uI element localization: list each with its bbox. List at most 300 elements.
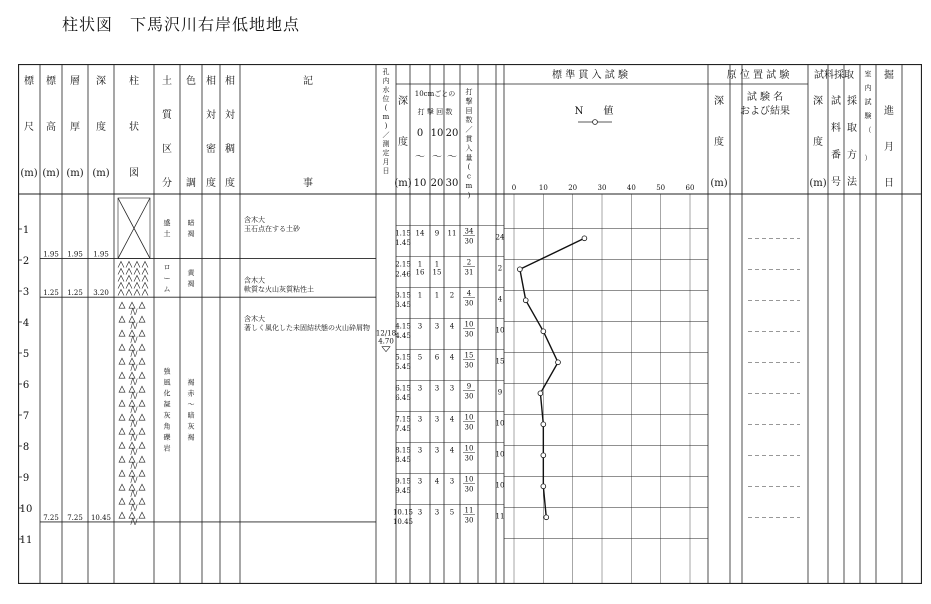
layer-thickness: 1.25 [67, 289, 83, 298]
column-loam-pattern [126, 289, 132, 295]
header-blow-col: 0 [416, 128, 424, 139]
n-value-series-line [520, 238, 585, 517]
header-blow-tilde: 〜 [432, 152, 442, 163]
layer-color: 暗 [187, 411, 195, 420]
spt-blow-count: 3 [449, 477, 455, 486]
layer-thickness: 7.25 [67, 513, 83, 522]
header-groundwater: m [382, 113, 390, 121]
spt-n-value: 24 [495, 233, 505, 242]
layer-thickness: 1.95 [67, 250, 83, 259]
depth-label: 10 [19, 504, 33, 515]
column-loam-pattern [142, 268, 148, 274]
chart-tick-label: 50 [656, 184, 666, 192]
column-loam-pattern [134, 268, 140, 274]
spt-blow-count: 4 [449, 353, 455, 362]
column-tuff-pattern [139, 498, 145, 504]
header-groundwater: 内 [382, 77, 390, 85]
depth-label: 9 [22, 473, 30, 484]
header-sample-depth: 深 [813, 96, 823, 107]
column-tuff-pattern: /\/ [130, 406, 138, 415]
column-tuff-pattern [119, 400, 125, 406]
header-lab: 室 [864, 70, 872, 78]
spt-blow-count: 4 [449, 446, 455, 455]
column-tuff-pattern [119, 498, 125, 504]
column-tuff-pattern: /\/ [130, 322, 138, 331]
header-groundwater: ) [384, 122, 388, 130]
layer-soil: 化 [163, 389, 171, 398]
header-blow-title: 10cmごとの [414, 90, 456, 98]
column-loam-pattern [126, 275, 132, 281]
column-tuff-pattern [139, 414, 145, 420]
spt-end-depth: 1.45 [395, 238, 411, 247]
spt-n-value: 10 [495, 481, 505, 490]
header-blow-total: 貫 [465, 135, 473, 143]
depth-label: 2 [22, 256, 30, 267]
layer-color: 赤 [187, 389, 195, 398]
spt-total-blows: 10 [464, 475, 474, 484]
layer-color: 褐 [187, 279, 195, 288]
header-groundwater: 日 [382, 167, 390, 175]
column-tuff-pattern [139, 400, 145, 406]
column-tuff-pattern: /\/ [130, 518, 138, 527]
header-nvalue: N 値 [574, 106, 614, 117]
header-thick: (m) [66, 168, 84, 179]
layer-depth: 3.20 [93, 289, 109, 298]
spt-blow-count: 4 [449, 322, 455, 331]
column-tuff-pattern [119, 344, 125, 350]
groundwater-marker [382, 347, 390, 352]
spt-blow-count: 2 [449, 291, 455, 300]
layer-soil: ロ [163, 263, 171, 272]
header-blow-col: 10 [430, 128, 444, 139]
column-tuff-pattern: /\/ [130, 462, 138, 471]
column-tuff-pattern [119, 470, 125, 476]
spt-blow-count: 5 [449, 508, 455, 517]
header-depth: 度 [96, 122, 106, 133]
table-header [20, 67, 894, 199]
layer-elevation: 7.25 [43, 513, 59, 522]
spt-penetration: 30 [464, 392, 474, 401]
header-scale: 標 [24, 76, 34, 87]
layer-color: 褐 [187, 433, 195, 442]
spt-blow-count: 3 [434, 384, 440, 393]
spt-n-value: 11 [495, 512, 505, 521]
header-insitu: 原 位 置 試 験 [726, 70, 790, 81]
layer-soil: 灰 [163, 411, 171, 420]
layer-color: 黄 [187, 268, 195, 277]
header-sample-depth: (m) [809, 178, 827, 189]
header-lab: （ [864, 126, 872, 134]
header-groundwater: 定 [382, 149, 390, 157]
layer-color: 褐 [187, 378, 195, 387]
column-loam-pattern [134, 275, 140, 281]
header-date: 日 [884, 178, 894, 189]
depth-label: 1 [22, 225, 30, 236]
column-loam-pattern [134, 261, 140, 267]
spt-total-blows: 34 [464, 227, 474, 236]
spt-blow-count: 4 [434, 477, 440, 486]
column-loam-pattern [142, 289, 148, 295]
spt-start-depth: 8.15 [395, 446, 411, 455]
chart-tick-label: 60 [685, 184, 695, 192]
header-sample-depth: 度 [813, 137, 823, 148]
spt-penetration: 30 [464, 516, 474, 525]
chart-tick-label: 20 [568, 184, 578, 192]
page-title: 柱状図 下馬沢川右岸低地地点 [62, 15, 301, 34]
spt-blow-count: 3 [417, 508, 423, 517]
column-tuff-pattern: /\/ [130, 392, 138, 401]
header-blow-end: 30 [445, 178, 459, 189]
column-tuff-pattern [139, 442, 145, 448]
layer-soil: 強 [163, 367, 171, 376]
column-tuff-pattern: /\/ [130, 420, 138, 429]
n-value-point [541, 329, 546, 334]
spt-end-depth: 10.45 [392, 517, 414, 526]
layer-soil: 土 [163, 230, 171, 239]
header-sample-no: 号 [831, 177, 841, 188]
depth-label: 3 [22, 287, 30, 298]
spt-end-depth: 8.45 [395, 455, 411, 464]
column-tuff-pattern [139, 484, 145, 490]
header-insitu-name: 試 験 名 [746, 92, 784, 103]
column-tuff-pattern: /\/ [130, 336, 138, 345]
column-tuff-pattern [119, 358, 125, 364]
column-tuff-pattern: /\/ [130, 476, 138, 485]
spt-n-value: 15 [495, 357, 505, 366]
header-spt-depth: (m) [394, 178, 412, 189]
layer-depth: 1.95 [93, 250, 109, 259]
spt-blow-count: 3 [434, 415, 440, 424]
spt-sub-penetration: 15 [432, 268, 442, 277]
spt-start-depth: 10.15 [392, 508, 414, 517]
spt-blow-count: 3 [417, 446, 423, 455]
spt-end-depth: 5.45 [395, 362, 411, 371]
column-tuff-pattern [139, 302, 145, 308]
column-tuff-pattern: /\/ [130, 448, 138, 457]
spt-start-depth: 6.15 [395, 384, 411, 393]
layer-color: 〜 [187, 400, 195, 409]
column-tuff-pattern [139, 428, 145, 434]
column-tuff-pattern [139, 372, 145, 378]
depth-label: 11 [19, 535, 33, 546]
header-insitu-name: および結果 [740, 106, 790, 117]
header-blow-sub: 打 撃 回 数 [417, 108, 453, 116]
spt-end-depth: 9.45 [395, 486, 411, 495]
header-blow-total: ) [467, 191, 471, 200]
spt-blow-count: 1 [434, 291, 440, 300]
header-depth: (m) [92, 168, 110, 179]
layer-elevation: 1.25 [43, 289, 59, 298]
spt-blow-count: 1 [417, 260, 423, 269]
spt-blow-count: 1 [417, 291, 423, 300]
header-lab: 験 [864, 112, 872, 120]
spt-blow-count: 3 [449, 384, 455, 393]
layer-description: 軟質な火山灰質粘性土 [244, 285, 314, 294]
column-loam-pattern [134, 282, 140, 288]
header-sample-method: 採 [847, 96, 857, 107]
layer-soil: 凝 [163, 400, 171, 409]
n-value-point [541, 484, 546, 489]
groundwater-date: 12/18 [375, 329, 397, 338]
header-sample: 試料採取 [814, 70, 854, 81]
spt-blow-count: 3 [417, 415, 423, 424]
depth-label: 7 [22, 411, 30, 422]
column-tuff-pattern [119, 442, 125, 448]
chart-tick-label: 40 [626, 184, 636, 192]
column-loam-pattern [126, 268, 132, 274]
header-density: 度 [206, 178, 216, 189]
header-column: 図 [129, 168, 139, 179]
column-tuff-pattern [139, 316, 145, 322]
header-date: 進 [884, 106, 894, 117]
n-value-chart [512, 120, 695, 584]
header-scale: (m) [20, 168, 38, 179]
header-sample-method: 取 [847, 123, 857, 134]
header-color: 色 [186, 76, 196, 87]
chart-tick-label: 30 [597, 184, 607, 192]
header-column: 柱 [129, 76, 139, 87]
spt-start-depth: 7.15 [395, 415, 411, 424]
column-loam-pattern [118, 289, 124, 295]
layer-soil: 風 [163, 378, 171, 387]
header-blow-total: 量 [465, 153, 473, 162]
n-value-point [541, 422, 546, 427]
header-insitu-depth: 深 [714, 96, 724, 107]
spt-blow-count: 3 [434, 446, 440, 455]
spt-blow-count: 3 [417, 477, 423, 486]
header-blow-col: 20 [445, 128, 459, 139]
spt-blow-count: 3 [434, 322, 440, 331]
header-blow-tilde: 〜 [447, 152, 457, 163]
header-blow-total: 回 [465, 106, 473, 115]
layer-soil: ム [163, 285, 171, 294]
column-loam-pattern [126, 261, 132, 267]
column-tuff-pattern [139, 386, 145, 392]
layer-color: 暗 [187, 219, 195, 228]
chart-tick-label: 0 [511, 184, 517, 192]
layer-description: 含木大 [244, 315, 265, 324]
n-value-point [538, 391, 543, 396]
layer-soil: 岩 [163, 444, 171, 453]
header-lab: 内 [864, 84, 872, 92]
header-soil: 質 [162, 110, 172, 121]
header-soil: 区 [162, 144, 172, 155]
spt-n-value: 10 [495, 450, 505, 459]
header-blow-total: 入 [465, 144, 473, 153]
spt-n-value: 10 [495, 419, 505, 428]
table-body [18, 198, 800, 546]
depth-label: 8 [22, 442, 30, 453]
header-color: 調 [186, 178, 196, 189]
header-consistency: 対 [225, 110, 235, 121]
spt-total-blows: 11 [464, 506, 474, 515]
column-tuff-pattern [119, 484, 125, 490]
layer-description: 含木大 [244, 216, 265, 224]
nvalue-legend-point [593, 120, 598, 125]
column-tuff-pattern: /\/ [130, 490, 138, 499]
spt-total-blows: 2 [466, 258, 472, 267]
column-loam-pattern [142, 282, 148, 288]
spt-end-depth: 3.45 [395, 300, 411, 309]
column-tuff-pattern [119, 316, 125, 322]
header-elev: (m) [42, 168, 60, 179]
depth-label: 4 [22, 318, 30, 329]
layer-soil: ー [163, 274, 171, 283]
layer-description: 含木大 [244, 276, 265, 285]
header-soil: 土 [162, 76, 172, 87]
depth-label: 5 [22, 349, 30, 360]
column-tuff-pattern [119, 456, 125, 462]
spt-penetration: 30 [464, 361, 474, 370]
header-density: 密 [206, 144, 216, 155]
spt-blow-count: 3 [434, 508, 440, 517]
groundwater-level: 4.70 [378, 337, 394, 346]
header-blow-tilde: 〜 [415, 152, 425, 163]
spt-n-value: 9 [497, 388, 503, 397]
header-insitu-depth: (m) [710, 178, 728, 189]
column-tuff-pattern [139, 456, 145, 462]
spt-end-depth: 7.45 [395, 424, 411, 433]
column-loam-pattern [118, 268, 124, 274]
column-tuff-pattern [139, 470, 145, 476]
header-groundwater: 測 [382, 140, 390, 148]
layer-soil: 角 [163, 422, 171, 431]
header-consistency: 度 [225, 178, 235, 189]
column-loam-pattern [142, 275, 148, 281]
layer-soil: 盛 [163, 219, 171, 228]
n-value-point [541, 453, 546, 458]
spt-total-blows: 10 [464, 444, 474, 453]
header-soil: 分 [162, 178, 172, 189]
header-spt-depth: 度 [398, 137, 408, 148]
header-elev: 高 [46, 122, 56, 133]
header-scale: 尺 [24, 122, 34, 133]
n-value-point [544, 515, 549, 520]
header-groundwater: ／ [382, 131, 390, 139]
header-spt-title: 標 準 貫 入 試 験 [552, 70, 628, 81]
header-thick: 層 [70, 76, 80, 87]
spt-start-depth: 5.15 [395, 353, 411, 362]
column-loam-pattern [142, 261, 148, 267]
spt-start-depth: 2.15 [395, 260, 411, 269]
spt-total-blows: 10 [464, 320, 474, 329]
spt-blow-count: 6 [434, 353, 440, 362]
spt-blow-count: 9 [434, 229, 440, 238]
spt-sub-penetration: 16 [415, 268, 425, 277]
column-tuff-pattern [119, 512, 125, 518]
spt-total-blows: 10 [464, 413, 474, 422]
header-lab: 試 [864, 98, 872, 106]
layer-description: 玉石点在する土砂 [244, 225, 300, 233]
spt-penetration: 30 [464, 454, 474, 463]
column-tuff-pattern: /\/ [130, 434, 138, 443]
column-tuff-pattern [139, 512, 145, 518]
column-tuff-pattern: /\/ [130, 364, 138, 373]
column-loam-pattern [118, 275, 124, 281]
spt-start-depth: 1.15 [395, 229, 411, 238]
n-value-point [582, 236, 587, 241]
column-tuff-pattern [119, 414, 125, 420]
header-groundwater: 位 [382, 95, 390, 103]
header-blow-total: c [467, 172, 471, 181]
header-depth: 深 [96, 76, 106, 87]
header-consistency: 相 [225, 76, 235, 87]
spt-start-depth: 4.15 [395, 322, 411, 331]
column-loam-pattern [118, 261, 124, 267]
header-blow-total: 数 [465, 116, 473, 125]
column-tuff-pattern [139, 358, 145, 364]
header-groundwater: 孔 [382, 68, 390, 76]
column-tuff-pattern [119, 330, 125, 336]
spt-total-blows: 15 [464, 351, 474, 360]
spt-start-depth: 3.15 [395, 291, 411, 300]
header-date: 月 [884, 142, 894, 153]
header-sample-no: 試 [831, 96, 841, 107]
header-blow-total: 打 [465, 88, 473, 96]
spt-blow-count: 1 [434, 260, 440, 269]
spt-blow-count: 5 [417, 353, 423, 362]
n-value-point [556, 360, 561, 365]
spt-end-depth: 6.45 [395, 393, 411, 402]
header-blow-end: 10 [413, 178, 427, 189]
header-lab [865, 140, 872, 148]
header-blow-total: 撃 [465, 97, 473, 106]
column-tuff-pattern [139, 344, 145, 350]
spt-blow-count: 3 [417, 384, 423, 393]
column-tuff-pattern: /\/ [130, 350, 138, 359]
layer-depth: 10.45 [90, 513, 112, 522]
spt-blow-count: 3 [417, 322, 423, 331]
header-groundwater: 水 [382, 86, 390, 94]
spt-blow-count: 4 [449, 415, 455, 424]
layer-color: 褐 [187, 230, 195, 239]
layer-soil: 礫 [163, 433, 171, 442]
spt-n-value: 10 [495, 326, 505, 335]
header-blow-total: ／ [465, 125, 473, 134]
header-date: 掘 [884, 70, 894, 81]
spt-n-value: 2 [497, 264, 503, 273]
header-groundwater: 月 [382, 158, 390, 166]
depth-label: 6 [22, 380, 30, 391]
header-blow-end: 20 [430, 178, 444, 189]
header-sample-no: 番 [831, 150, 841, 161]
column-loam-pattern [118, 282, 124, 288]
spt-n-value: 4 [497, 295, 503, 304]
spt-penetration: 30 [464, 485, 474, 494]
column-tuff-pattern [119, 302, 125, 308]
header-sample-no: 料 [831, 123, 841, 134]
header-insitu-depth: 度 [714, 137, 724, 148]
n-value-point [517, 267, 522, 272]
spt-penetration: 30 [464, 423, 474, 432]
spt-total-blows: 4 [466, 289, 472, 298]
spt-blow-count: 14 [415, 229, 425, 238]
header-blow-total: ( [467, 163, 471, 172]
layer-color: 灰 [187, 422, 195, 431]
header-thick: 厚 [70, 122, 80, 133]
spt-penetration: 31 [464, 268, 474, 277]
header-column: 状 [129, 122, 139, 133]
column-tuff-pattern: /\/ [130, 308, 138, 317]
column-loam-pattern [134, 289, 140, 295]
header-spt-depth: 深 [398, 96, 408, 107]
column-tuff-pattern [119, 386, 125, 392]
column-tuff-pattern [119, 428, 125, 434]
spt-blow-count: 11 [447, 229, 457, 238]
header-density: 相 [206, 76, 216, 87]
header-sample-method: 法 [847, 177, 857, 188]
header-consistency: 稠 [225, 144, 235, 155]
